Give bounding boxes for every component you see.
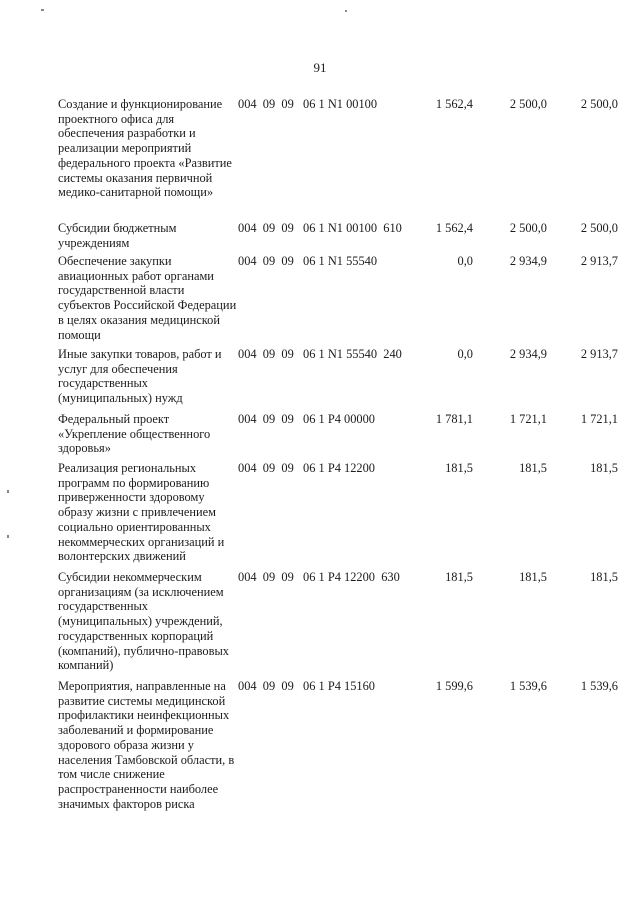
row-classification-code: 004 09 09 06 1 P4 00000 — [238, 412, 375, 426]
row-value-2: 2 934,9 — [509, 347, 547, 361]
row-value-1: 0,0 — [457, 347, 473, 361]
page-number: 91 — [313, 60, 327, 75]
row-description: Субсидии бюджетным учреждениям — [58, 221, 177, 250]
scan-mark — [7, 490, 9, 493]
scan-mark — [7, 535, 9, 538]
row-value-1: 1 562,4 — [435, 97, 473, 111]
row-value-2: 181,5 — [519, 461, 547, 475]
row-description: Реализация региональных программ по формированию приверженности здоровому образу жизни с привлечением социально ориентированных некоммерческих организаций и волонтерских движений — [58, 461, 225, 564]
row-value-3: 2 913,7 — [580, 347, 618, 361]
row-value-1: 1 781,1 — [435, 412, 473, 426]
row-value-1: 1 599,6 — [435, 679, 473, 693]
row-classification-code: 004 09 09 06 1 N1 00100 610 — [238, 221, 402, 235]
row-description: Субсидии некоммерческим организациям (за исключением государственных (муниципальных) учреждений, государственных корпораций (компаний), публично-правовых компаний) — [58, 570, 229, 673]
row-description: Иные закупки товаров, работ и услуг для обеспечения государственных (муниципальных) нужд — [58, 347, 222, 406]
row-value-2: 2 934,9 — [509, 254, 547, 268]
row-value-2: 1 539,6 — [509, 679, 547, 693]
row-value-3: 2 500,0 — [580, 221, 618, 235]
row-classification-code: 004 09 09 06 1 N1 00100 — [238, 97, 378, 111]
row-value-2: 2 500,0 — [509, 221, 547, 235]
scan-mark — [345, 10, 347, 12]
row-description: Федеральный проект «Укрепление общественного здоровья» — [58, 412, 211, 456]
row-value-1: 0,0 — [457, 254, 473, 268]
row-value-3: 1 539,6 — [580, 679, 618, 693]
row-description: Обеспечение закупки авиационных работ органами государственной власти субъектов Российской Федерации в целях оказания медицинской помощи — [58, 254, 237, 342]
row-value-2: 1 721,1 — [509, 412, 547, 426]
scan-mark — [41, 9, 44, 11]
row-value-3: 181,5 — [590, 570, 618, 584]
row-value-2: 2 500,0 — [509, 97, 547, 111]
row-value-2: 181,5 — [519, 570, 547, 584]
row-classification-code: 004 09 09 06 1 P4 12200 630 — [238, 570, 400, 584]
row-description: Создание и функционирование проектного офиса для обеспечения разработки и реализации мероприятий федерального проекта «Развитие системы оказания первичной медико-санитарной помощи» — [58, 97, 232, 200]
row-classification-code: 004 09 09 06 1 N1 55540 — [238, 254, 378, 268]
row-classification-code: 004 09 09 06 1 N1 55540 240 — [238, 347, 402, 361]
row-classification-code: 004 09 09 06 1 P4 12200 — [238, 461, 375, 475]
row-value-1: 181,5 — [445, 461, 473, 475]
row-value-3: 2 913,7 — [580, 254, 618, 268]
row-value-1: 1 562,4 — [435, 221, 473, 235]
row-classification-code: 004 09 09 06 1 P4 15160 — [238, 679, 375, 693]
row-description: Мероприятия, направленные на развитие системы медицинской профилактики неинфекционных заболеваний и формирование здорового образа жизни у населения Тамбовской области, в том числе снижение распространенности наиболее значимых факторов риска — [58, 679, 235, 811]
row-value-3: 1 721,1 — [580, 412, 618, 426]
row-value-1: 181,5 — [445, 570, 473, 584]
row-value-3: 181,5 — [590, 461, 618, 475]
row-value-3: 2 500,0 — [580, 97, 618, 111]
